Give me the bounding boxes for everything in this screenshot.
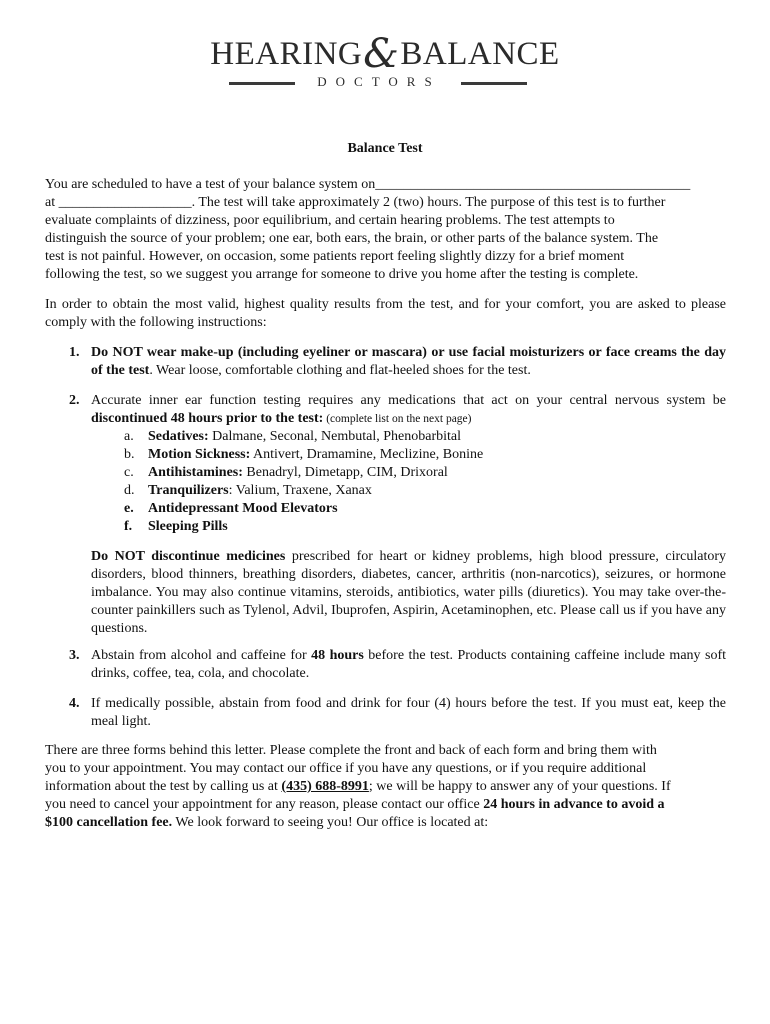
intro-line: evaluate complaints of dizziness, poor equilibrium, and certain hearing problems. The test attempts to [45, 213, 615, 228]
medication-item: b. Motion Sickness: Antivert, Dramamine, Meclizine, Bonine [124, 447, 484, 462]
phone-number: (435) 688-8991 [281, 779, 369, 794]
intro-paragraph [45, 176, 726, 284]
medication-item: a. Sedatives: Dalmane, Seconal, Nembutal, Phenobarbital [124, 429, 461, 444]
closing-line: you to your appointment. You may contact our office if you have any questions, or if you require additional [45, 761, 647, 776]
continue-medicines-note [45, 548, 726, 638]
intro-line: You are scheduled to have a test of your balance system on_____________________________________________ [45, 177, 691, 192]
intro-line: test is not painful. However, on occasion, some patients report feeling slightly dizzy for a brief moment [45, 249, 625, 264]
item-text: . Wear loose, comfortable clothing and flat-heeled shoes for the test. [149, 363, 531, 378]
closing-paragraph [45, 742, 726, 832]
item-number: 2. [69, 393, 80, 408]
item-bold-text: Do NOT wear make-up (including eyeliner or mascara) or use facial moisturizers or face creams the day of the test [91, 345, 726, 378]
intro-line: at ___________________. The test will take approximately 2 (two) hours. The purpose of this test is to further [45, 195, 666, 210]
logo-word-hearing: HEARING [210, 36, 363, 72]
item-text: before the test. Products containing caffeine include many soft drinks, coffee, tea, cola, and chocolate. [91, 648, 726, 681]
page-title: Balance Test [347, 141, 423, 156]
cancellation-fee: $100 cancellation fee. [45, 815, 173, 830]
item-text: Accurate inner ear function testing requires any medications that act on your central nervous system be [91, 393, 726, 408]
logo-rule-left [229, 82, 295, 85]
item-number: 4. [69, 696, 80, 711]
item-number: 3. [69, 648, 80, 663]
logo-ampersand: & [363, 31, 400, 77]
instruction-item-1 [45, 344, 726, 380]
medication-item: d. Tranquilizers: Valium, Traxene, Xanax [124, 483, 372, 498]
item-number: 1. [69, 345, 80, 360]
logo-rule-right [461, 82, 527, 85]
instruction-item-4 [45, 695, 726, 731]
cancellation-notice: 24 hours in advance to avoid a [483, 797, 665, 812]
instructions-intro: In order to obtain the most valid, highest quality results from the test, and for your comfort, you are asked to please comply with the following instructions: [45, 297, 726, 330]
intro-line: following the test, so we suggest you arrange for someone to drive you home after the testing is complete. [45, 267, 639, 282]
item-text: Abstain from alcohol and caffeine for [91, 648, 312, 663]
item-text: If medically possible, abstain from food and drink for four (4) hours before the test. If you must eat, keep the meal light. [91, 696, 726, 729]
closing-line: information about the test by calling us at (435) 688-8991; we will be happy to answer any of your questions. If [45, 779, 671, 794]
company-logo [0, 31, 770, 90]
closing-line: There are three forms behind this letter. Please complete the front and back of each form and bring them with [45, 743, 657, 758]
medication-item: c. Antihistamines: Benadryl, Dimetapp, CIM, Drixoral [124, 465, 448, 480]
closing-line: $100 cancellation fee. We look forward to seeing you! Our office is located at: [45, 815, 489, 830]
medication-item: e. Antidepressant Mood Elevators [124, 501, 338, 516]
item-bold-text: 48 hours [311, 648, 364, 663]
instruction-item-2 [45, 392, 726, 638]
logo-wordmark [0, 31, 770, 77]
medication-item: f. Sleeping Pills [124, 519, 228, 534]
note-text: prescribed for heart or kidney problems, high blood pressure, circulatory disorders, blood thinners, breathing disorders, diabetes, cancer, arthritis (non-narcotics), seizures, or hormone imbalance. You may also continue vitamins, steroids, antibiotics, water pills (diuretics). You may take over-the-counter painkillers such as Tylenol, Advil, Ibuprofen, Aspirin, Acetaminophen, etc. Please call us if you have any questions. [91, 549, 726, 636]
closing-line: you need to cancel your appointment for any reason, please contact our office 24 hours in advance to avoid a [45, 797, 665, 812]
logo-word-doctors: DOCTORS [317, 74, 441, 89]
item-note: (complete list on the next page) [323, 413, 472, 425]
logo-word-balance: BALANCE [400, 36, 560, 72]
item-bold-text: discontinued 48 hours prior to the test: [91, 411, 324, 426]
logo-subline [0, 76, 770, 90]
intro-line: distinguish the source of your problem; one ear, both ears, the brain, or other parts of the balance system. The [45, 231, 659, 246]
instruction-item-3 [45, 647, 726, 683]
note-bold-text: Do NOT discontinue medicines [91, 549, 286, 564]
medication-list [45, 428, 726, 536]
